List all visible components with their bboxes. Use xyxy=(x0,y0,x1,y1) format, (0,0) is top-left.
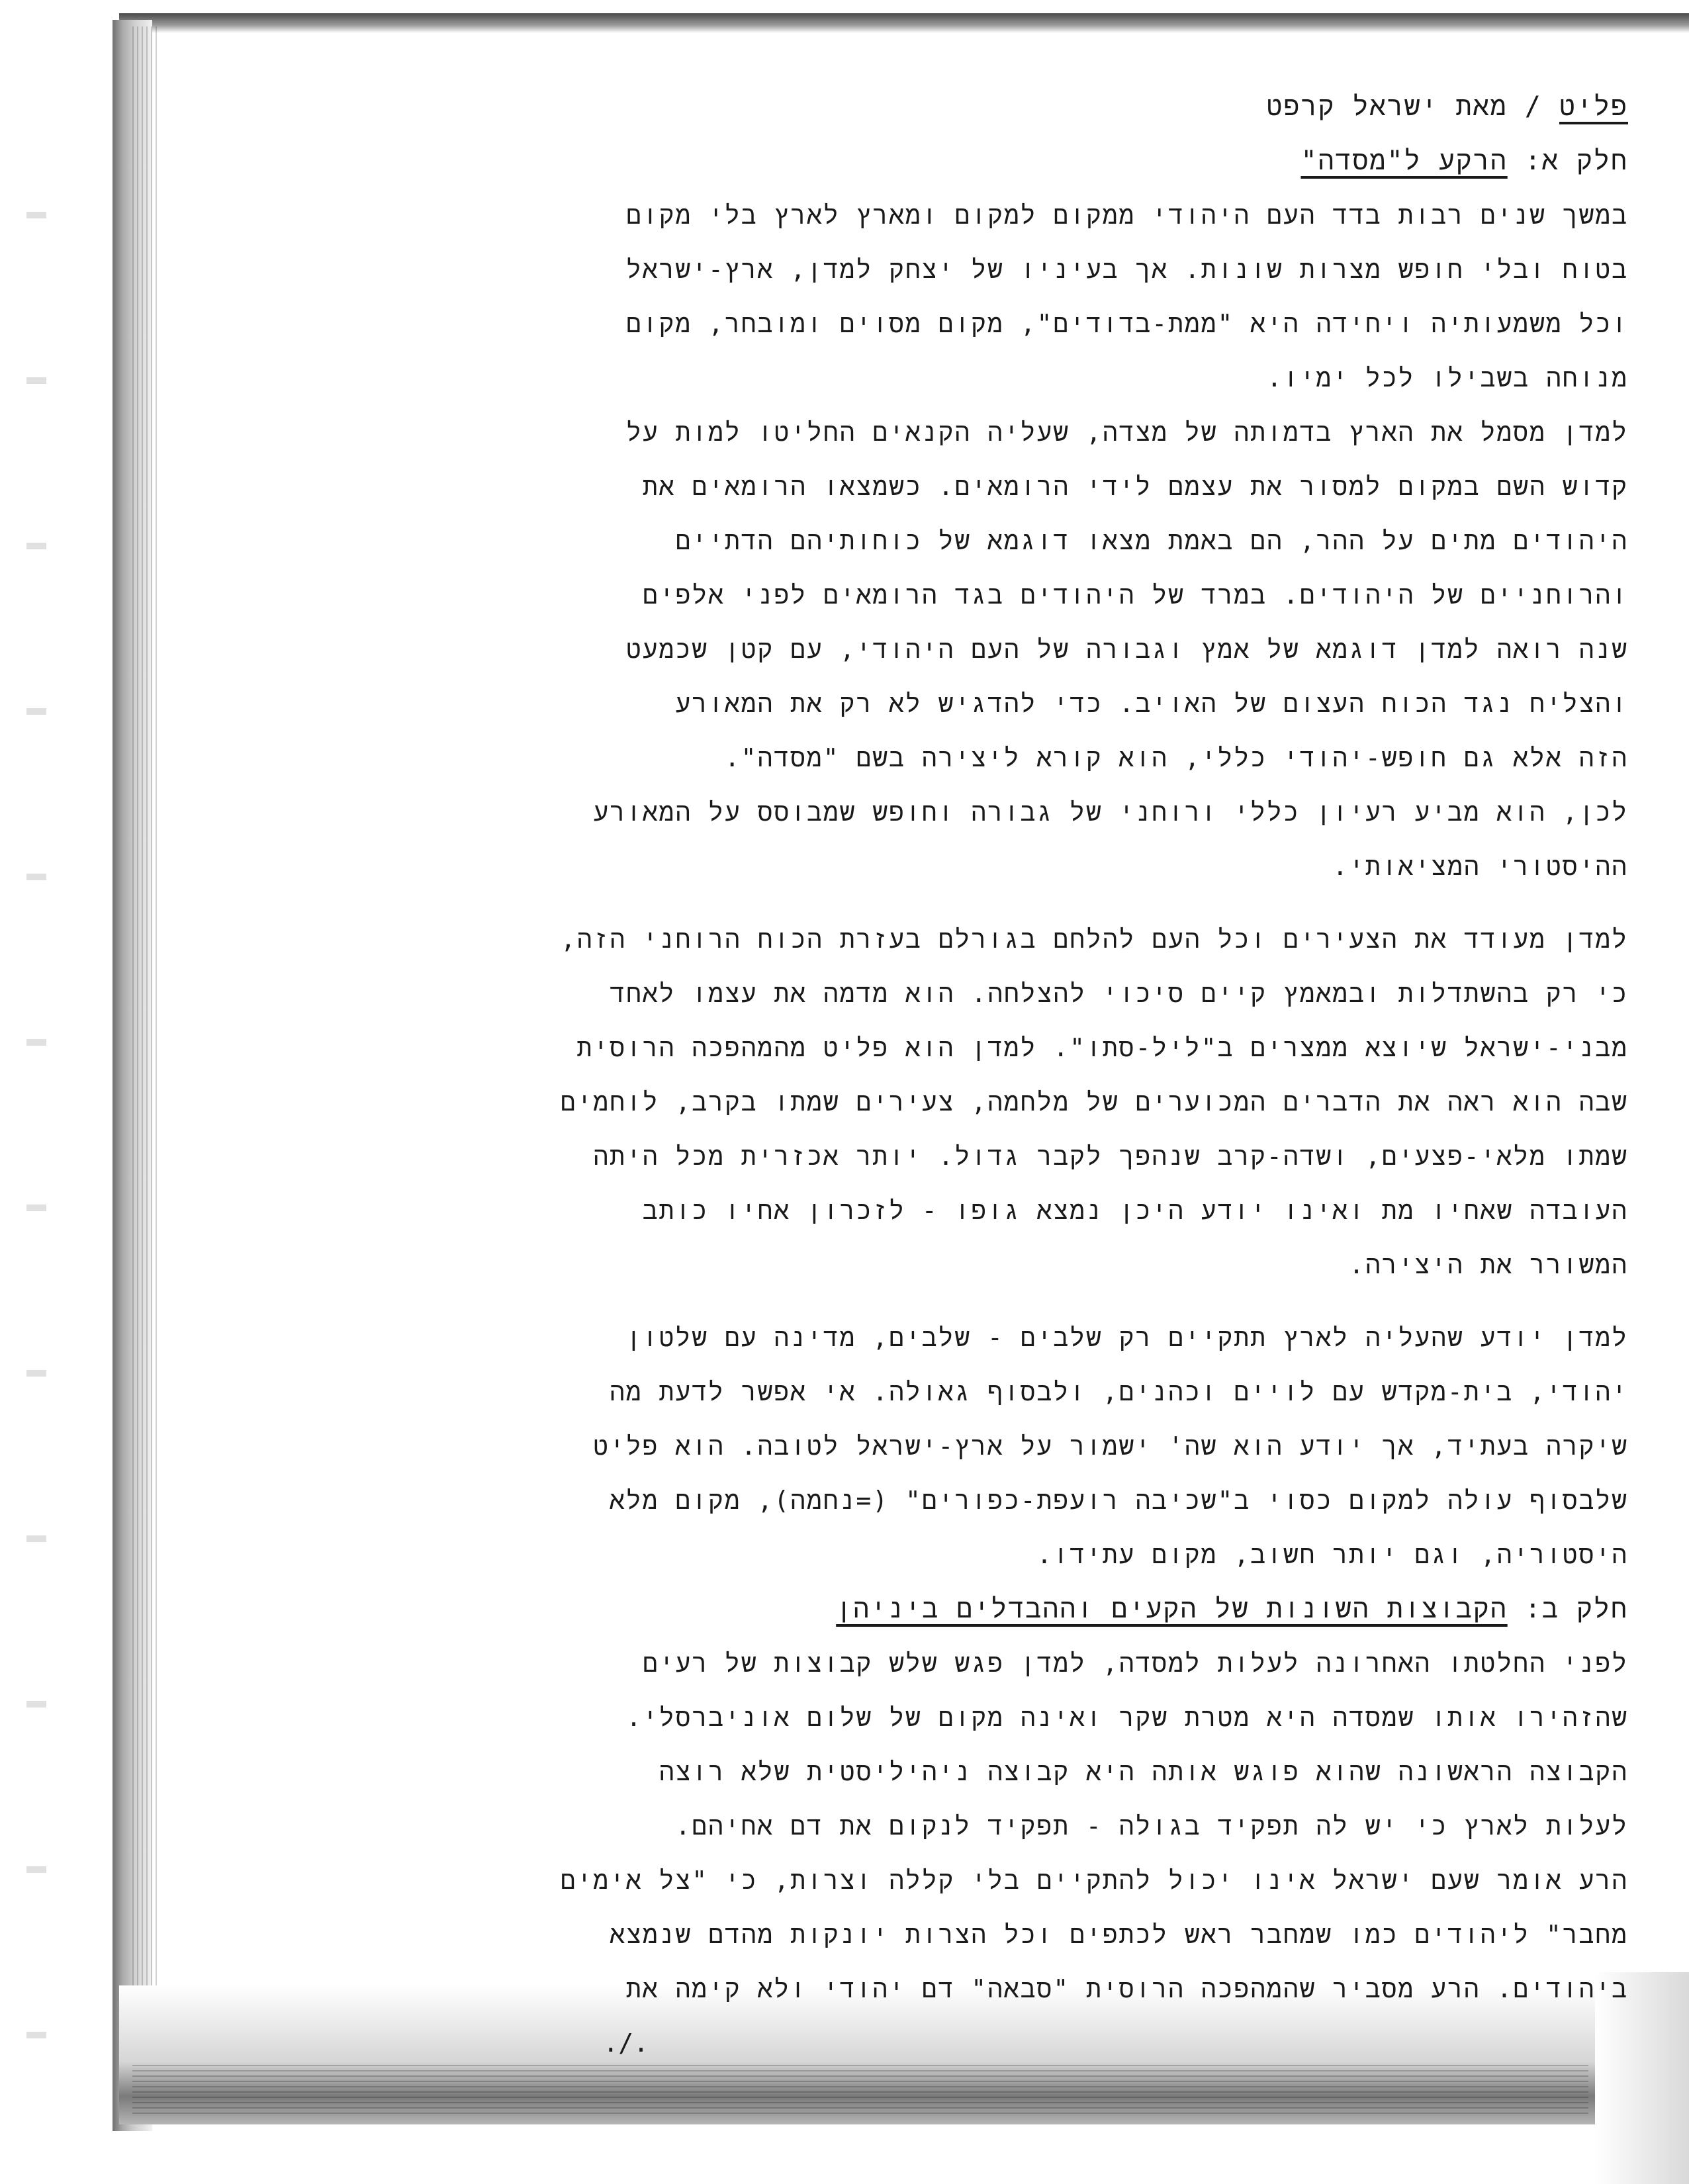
part-b-heading xyxy=(371,1582,1628,1636)
text-line: שבה הוא ראה את הדברים המכוערים של מלחמה, צעירים שמתו בקרב, לוחמים xyxy=(560,1087,1628,1116)
end-mark: ./. xyxy=(603,2028,649,2058)
text-line: והרוחניים של היהודים. במרד של היהודים בגד הרומאים לפני אלפים xyxy=(643,580,1628,610)
document-body xyxy=(371,79,1628,2070)
text-line: מנוחה בשבילו לכל ימיו. xyxy=(1267,363,1628,392)
title-author: מאת ישראל קרפט xyxy=(1266,91,1508,122)
part-b-label: חלק ב: xyxy=(1524,1594,1628,1624)
text-line: שלבסוף עולה למקום כסוי ב"שכיבה רועפת-כפורים" (=נחמה), מקום מלא xyxy=(610,1486,1628,1515)
paragraph-4 xyxy=(371,1310,1628,1582)
book-page-edges xyxy=(132,26,159,2091)
text-line: קדוש השם במקום למסור את עצמם לידי הרומאים. כשמצאו הרומאים את xyxy=(642,472,1628,501)
text-line: לכן, הוא מביע רעיון כללי ורוחני של גבורה וחופש שמבוסס על המאורע xyxy=(593,797,1628,827)
text-line: הרע אומר שעם ישראל אינו יכול להתקיים בלי קללה וצרות, כי "צל אימים xyxy=(560,1866,1628,1895)
paragraph-3 xyxy=(371,912,1628,1292)
book-bottom-page-edges xyxy=(132,2065,1588,2118)
paragraph-5 xyxy=(371,1636,1628,2016)
text-line: כי רק בהשתדלות ובמאמץ קיים סיכוי להצלחה. הוא מדמה את עצמו לאחד xyxy=(610,979,1628,1008)
text-line: מבני-ישראל שיוצא ממצרים ב"ליל-סתו". למדן הוא פליט מהמהפכה הרוסית xyxy=(576,1033,1628,1062)
text-line: העובדה שאחיו מת ואינו יודע היכן נמצא גופו - לזכרון אחיו כותב xyxy=(642,1196,1628,1225)
text-line: וכל משמעותיה ויחידה היא "ממת-בדודים", מקום מסוים ומובחר, מקום xyxy=(626,309,1628,338)
text-line: יהודי, בית-מקדש עם לויים וכהנים, ולבסוף גאולה. אי אפשר לדעת מה xyxy=(610,1377,1628,1406)
text-line: היסטוריה, וגם יותר חשוב, מקום עתידו. xyxy=(1036,1540,1628,1569)
text-line: הקבוצה הראשונה שהוא פוגש אותה היא קבוצה ניהיליסטית שלא רוצה xyxy=(659,1757,1628,1786)
text-line: למדן מעודד את הצעירים וכל העם להלחם בגורלם בעזרת הכוח הרוחני הזה, xyxy=(560,925,1628,954)
part-a-label: חלק א: xyxy=(1524,146,1628,176)
title-separator: / xyxy=(1524,91,1542,122)
paragraph-2 xyxy=(371,405,1628,893)
text-line: במשך שנים רבות בדד העם היהודי ממקום למקום ומארץ לארץ בלי מקום xyxy=(626,201,1628,230)
text-line: הזה אלא גם חופש-יהודי כללי, הוא קורא ליצירה בשם "מסדה". xyxy=(724,743,1628,772)
text-line: והצליח נגד הכוח העצום של האויב. כדי להדגיש לא רק את המאורע xyxy=(675,689,1628,718)
part-b-title: הקבוצות השונות של הקעים וההבדלים ביניהן xyxy=(836,1594,1508,1624)
text-line: מחבר" ליהודים כמו שמחבר ראש לכתפים וכל הצרות יונקות מהדם שנמצא xyxy=(610,1920,1628,1949)
text-line: שהזהירו אותו שמסדה היא מטרת שקר ואינה מקום של שלום אוניברסלי. xyxy=(626,1703,1628,1732)
text-line: היהודים מתים על ההר, הם באמת מצאו דוגמא של כוחותיהם הדתיים xyxy=(675,526,1628,555)
page-top-edge-shadow xyxy=(119,13,1689,33)
text-line: לפני החלטתו האחרונה לעלות למסדה, למדן פגש שלש קבוצות של רעים xyxy=(642,1649,1628,1678)
document-title xyxy=(371,79,1628,134)
title-underlined-word: פליט xyxy=(1559,91,1628,122)
scan-margin-marks xyxy=(26,53,46,2105)
paragraph-1 xyxy=(371,188,1628,405)
text-line: המשורר את היצירה. xyxy=(1349,1250,1628,1279)
text-line: שמתו מלאי-פצעים, ושדה-קרב שנהפך לקבר גדול. יותר אכזרית מכל היתה xyxy=(593,1142,1628,1171)
text-line: למדן יודע שהעליה לארץ תתקיים רק שלבים - שלבים, מדינה עם שלטון xyxy=(626,1323,1628,1352)
part-a-title: הרקע ל"מסדה" xyxy=(1301,146,1508,176)
text-line: למדן מסמל את הארץ בדמותה של מצדה, שעליה הקנאים החליטו למות על xyxy=(626,418,1628,447)
text-line: שנה רואה למדן דוגמא של אמץ וגבורה של העם היהודי, עם קטן שכמעט xyxy=(626,635,1628,664)
text-line: ההיסטורי המציאותי. xyxy=(1332,852,1628,881)
text-line: בטוח ובלי חופש מצרות שונות. אך בעיניו של יצחק למדן, ארץ-ישראל xyxy=(626,255,1628,284)
text-line: שיקרה בעתיד, אך יודע הוא שה' ישמור על ארץ-ישראל לטובה. הוא פליט xyxy=(593,1432,1628,1461)
part-a-heading xyxy=(371,134,1628,188)
text-line: לעלות לארץ כי יש לה תפקיד בגולה - תפקיד לנקום את דם אחיהם. xyxy=(675,1811,1628,1841)
text-line: ביהודים. הרע מסביר שהמהפכה הרוסית "סבאה" דם יהודי ולא קימה את xyxy=(626,1974,1628,2003)
